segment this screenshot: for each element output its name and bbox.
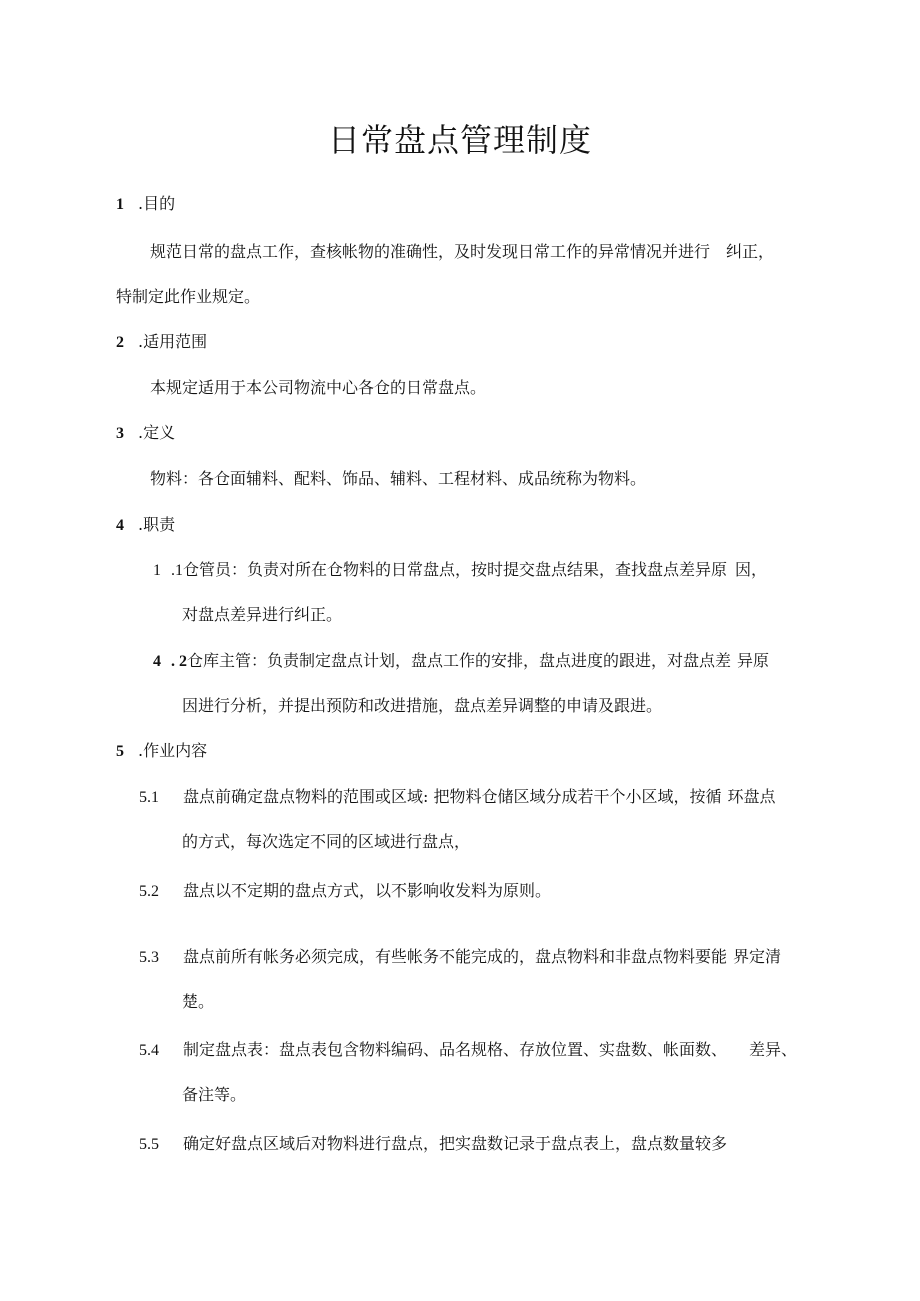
section-4-item-1-line-2: 对盘点差异进行纠正。 bbox=[182, 605, 343, 624]
section-4-item-1-line-1 bbox=[153, 559, 767, 582]
item-number: 5.5 bbox=[139, 1136, 159, 1153]
section-4-heading bbox=[116, 514, 175, 537]
section-number: 1 bbox=[116, 196, 124, 213]
section-5-item-1-line-1 bbox=[139, 786, 776, 809]
section-4-item-2-line-1 bbox=[153, 650, 769, 673]
section-heading-text: .定义 bbox=[138, 423, 176, 442]
item-text: 确定好盘点区域后对物料进行盘点，把实盘数记录于盘点表上，盘点数量较多 bbox=[183, 1134, 728, 1153]
section-5-item-3-line-1 bbox=[139, 946, 781, 969]
section-1-paragraph-line-2: 特制定此作业规定。 bbox=[116, 287, 261, 306]
section-2-heading bbox=[116, 331, 207, 354]
item-text-end: 环盘点 bbox=[727, 787, 776, 806]
item-text: 盘点前所有帐务必须完成，有些帐务不能完成的，盘点物料和非盘点物料要能 bbox=[183, 947, 728, 966]
section-5-item-1-line-2: 的方式，每次选定不同的区域进行盘点， bbox=[182, 832, 471, 851]
section-heading-text: .适用范围 bbox=[138, 332, 208, 351]
section-4-item-2-line-2: 因进行分析，并提出预防和改进措施，盘点差异调整的申请及跟进。 bbox=[182, 696, 663, 715]
item-text-end: 界定清 bbox=[733, 947, 782, 966]
item-subnumber: . 2 bbox=[171, 653, 187, 670]
section-5-item-2 bbox=[139, 880, 551, 903]
item-number: 5.2 bbox=[139, 883, 159, 900]
section-5-item-4-line-2: 备注等。 bbox=[182, 1085, 247, 1104]
item-number: 5.1 bbox=[139, 789, 159, 806]
section-heading-text: .作业内容 bbox=[138, 741, 208, 760]
section-3-paragraph: 物料：各仓面辅料、配料、饰品、辅料、工程材料、成品统称为物料。 bbox=[150, 469, 647, 488]
section-2-paragraph: 本规定适用于本公司物流中心各仓的日常盘点。 bbox=[150, 378, 487, 397]
item-text: 仓库主管：负责制定盘点计划，盘点工作的安排，盘点进度的跟进，对盘点差 bbox=[187, 651, 732, 670]
item-text-end: 因， bbox=[735, 560, 768, 579]
paragraph-text: 规范日常的盘点工作，查核帐物的准确性，及时发现日常工作的异常情况并进行 bbox=[150, 242, 711, 261]
section-number: 2 bbox=[116, 334, 124, 351]
item-number: 1 bbox=[153, 562, 161, 579]
section-5-heading bbox=[116, 740, 207, 763]
section-number: 4 bbox=[116, 517, 124, 534]
item-text: 仓管员：负责对所在仓物料的日常盘点，按时提交盘点结果，查找盘点差异原 bbox=[183, 560, 728, 579]
section-5-item-5-line-1 bbox=[139, 1133, 727, 1156]
item-text-end: 差异、 bbox=[749, 1040, 798, 1059]
section-3-heading bbox=[116, 422, 175, 445]
section-number: 5 bbox=[116, 743, 124, 760]
section-heading-text: .职责 bbox=[138, 515, 176, 534]
document-title: 日常盘点管理制度 bbox=[327, 121, 592, 159]
section-5-item-3-line-2: 楚。 bbox=[182, 992, 215, 1011]
item-number: 4 bbox=[153, 653, 161, 670]
item-text-end: 异原 bbox=[737, 651, 770, 670]
section-5-item-4-line-1 bbox=[139, 1039, 797, 1062]
section-heading-text: .目的 bbox=[138, 194, 176, 213]
item-number: 5.3 bbox=[139, 949, 159, 966]
section-1-heading bbox=[116, 193, 175, 216]
paragraph-text-end: 纠正， bbox=[726, 242, 775, 261]
item-text: 制定盘点表：盘点表包含物料编码、品名规格、存放位置、实盘数、帐面数、 bbox=[183, 1040, 728, 1059]
section-number: 3 bbox=[116, 425, 124, 442]
item-text: 盘点前确定盘点物料的范围或区域: 把物料仓储区域分成若干个小区域，按循 bbox=[183, 787, 722, 806]
section-1-paragraph-line-1 bbox=[150, 241, 774, 263]
item-subnumber: .1 bbox=[171, 562, 183, 579]
item-text: 盘点以不定期的盘点方式，以不影响收发料为原则。 bbox=[183, 881, 552, 900]
item-number: 5.4 bbox=[139, 1042, 159, 1059]
